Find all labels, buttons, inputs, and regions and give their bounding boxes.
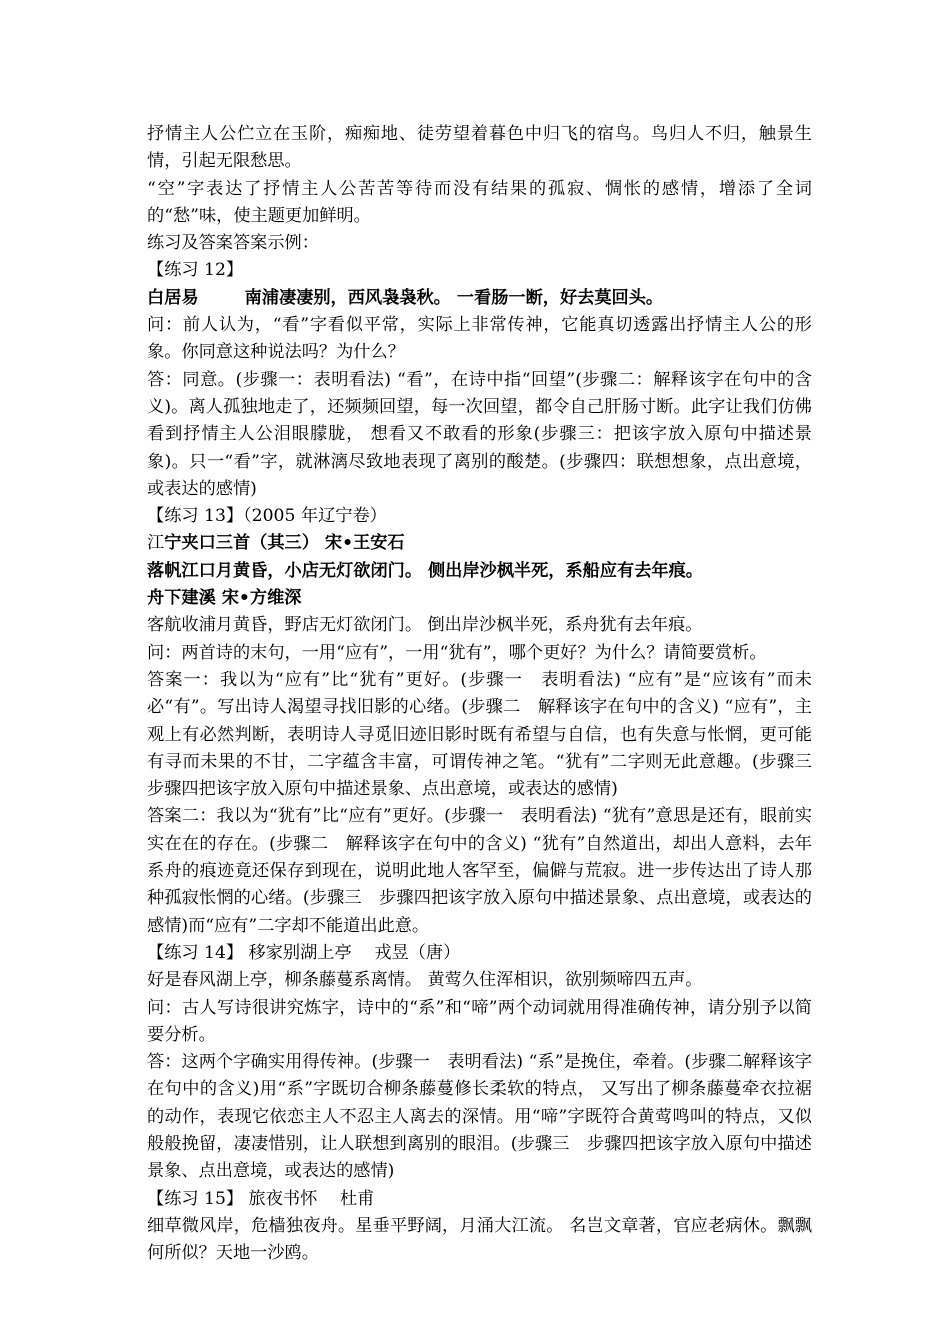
exercise-12-heading: 【练习 12】	[147, 260, 244, 281]
title-prefix: 江	[147, 533, 165, 554]
document-body	[147, 121, 830, 1267]
exercise-13-poem-1-title	[147, 530, 812, 557]
title-rest: 宁夹口三首（其三） 宋•王安石	[164, 533, 405, 554]
exercise-15-heading: 【练习 15】 旅夜书怀 杜甫	[147, 1188, 375, 1209]
poem-author: 白居易	[147, 287, 199, 308]
exercise-13-heading: 【练习 13】（2005 年辽宁卷）	[147, 506, 387, 527]
exercise-13-answer-2: 答案二：我以为“犹有”比“应有”更好。(步骤一 表明看法) “犹有”意思是还有，眼前实实在在的存在。(步骤二 解释该字在句中的含义) “犹有”自然道出，却出人意料，去年系舟的痕迹竟还保存到现在，说明此地人客罕至，偏僻与荒寂。进一步传达出了诗人那种孤寂怅惘的心绪。(步骤三 步骤四把该字放入原句中描述景象、点出意境，或表达的感情)而“应有”二字却不能道出此意。	[147, 806, 812, 936]
paragraph-emotion: 抒情主人公伫立在玉阶，痴痴地、徒劳望着暮色中归飞的宿鸟。鸟归人不归，触景生情，引起无限愁思。	[147, 124, 812, 172]
exercise-14-answer: 答：这两个字确实用得传神。(步骤一 表明看法) “系”是挽住，牵着。(步骤二解释该字在句中的含义)用“系”字既切合柳条藤蔓修长柔软的特点， 又写出了柳条藤蔓牵衣拉裾的动作，表现它依恋主人不忍主人离去的深情。用“啼”字既符合黄莺鸣叫的特点，又似般般挽留，凄凄惜别，让人联想到离别的眼泪。(步骤三 步骤四把该字放入原句中描述景象、点出意境，或表达的感情)	[147, 1052, 812, 1182]
exercise-13-answer-1: 答案一：我以为“应有”比“犹有”更好。(步骤一 表明看法) “应有”是“应该有”而未必“有”。写出诗人渴望寻找旧影的心绪。(步骤二 解释该字在句中的含义) “应有”，主观上有必然判断，表明诗人寻觅旧迹旧影时既有希望与自信，也有失意与怅惘，更可能有寻而未果的不甘，二字蕴含丰富，可谓传神之笔。“犹有”二字则无此意趣。(步骤三 步骤四把该字放入原句中描述景象、点出意境，或表达的感情)	[147, 669, 830, 800]
exercise-13-poem-2-title: 舟下建溪 宋•方维深	[147, 588, 302, 609]
exercise-14-heading: 【练习 14】 移家别湖上亭 戎昱（唐）	[147, 942, 461, 963]
paragraph-kong-analysis: “空”字表达了抒情主人公苦苦等待而没有结果的孤寂、惆怅的感情，增添了全词的“愁”味，使主题更加鲜明。	[147, 178, 812, 226]
exercise-12-poem	[147, 285, 812, 312]
exercise-13-poem-2: 客航收浦月黄昏，野店无灯欲闭门。 倒出岸沙枫半死，系舟犹有去年痕。	[147, 615, 703, 636]
exercise-15-poem: 细草微风岸，危樯独夜舟。星垂平野阔，月涌大江流。 名岂文章著，官应老病休。飘飘何所似？天地一沙鸥。	[147, 1215, 812, 1264]
exercise-12-question: 问：前人认为，“看”字看似平常，实际上非常传神，它能真切透露出抒情主人公的形象。你同意这种说法吗？为什么？	[147, 315, 812, 363]
exercise-13-question: 问：两首诗的末句，一用“应有”，一用“犹有”，哪个更好？为什么？请简要赏析。	[147, 642, 767, 663]
exercise-14-question: 问：古人写诗很讲究炼字，诗中的“系”和“啼”两个动词就用得准确传神，请分别予以简要分析。	[147, 997, 812, 1045]
exercise-12-answer: 答：同意。(步骤一：表明看法) “看”，在诗中指“回望”(步骤二：解释该字在句中的含义)。离人孤独地走了，还频频回望，每一次回望，都令自己肝肠寸断。此字让我们仿佛看到抒情主人公泪眼朦胧， 想看又不敢看的形象(步骤三：把该字放入原句中描述景象)。只一“看”字，就淋漓尽致地表现了离别的酸楚。(步骤四：联想想象，点出意境，或表达的感情)	[147, 369, 812, 499]
poem-line: 南浦凄凄别，西风袅袅秋。 一看肠一断，好去莫回头。	[244, 287, 664, 308]
section-intro: 练习及答案答案示例：	[147, 233, 319, 254]
exercise-14-poem: 好是春风湖上亭，柳条藤蔓系离情。 黄莺久住浑相识，欲别频啼四五声。	[147, 970, 703, 991]
exercise-13-poem-1: 落帆江口月黄昏，小店无灯欲闭门。 侧出岸沙枫半死，系船应有去年痕。	[147, 560, 703, 581]
